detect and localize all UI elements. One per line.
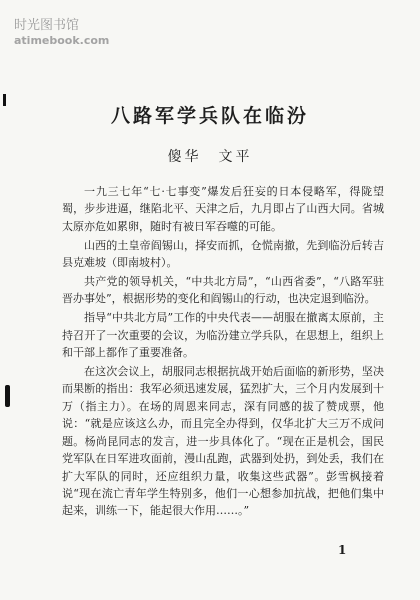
watermark bbox=[14, 18, 124, 48]
article-body bbox=[62, 183, 384, 521]
paragraph: 指导“中共北方局”工作的中央代表——胡服在撤离太原前，主持召开了一次重要的会议，为临汾建立学兵队，在思想上，组织上和干部上都作了重要准备。 bbox=[62, 311, 384, 360]
binding-mark-bottom bbox=[5, 385, 10, 407]
paragraph: 在这次会议上，胡服同志根据抗战开始后面临的新形势，坚决而果断的指出：我军必须迅速发展，猛烈扩大，三个月内发展到十万（指主力）。在场的周恩来同志，深有同感的拔了赞成票，他说：“就是应该这么办，而且完全办得到，仅华北扩大三万不成问题。杨尚昆同志的发言，进一步具体化了。“现在正是机会，国民党军队在日军进攻面前，漫山乱跑，武器到处扔，到处丢，我们在扩大军队的同时，还应组织力量，收集这些武器”。彭雪枫接着说“现在流亡青年学生特别多，他们一心想参加抗战，把他们集中起来，训练一下，能起很大作用……。” bbox=[62, 365, 384, 518]
paragraph: 山西的土皇帝阎锡山，择安而抓，仓慌南撤，先到临汾后转吉县克难坡（即南坡村）。 bbox=[62, 238, 384, 270]
watermark-url: atimebook.com bbox=[14, 34, 110, 47]
article-title: 八路军学兵队在临汾 bbox=[110, 105, 309, 127]
article-author: 傻华 文平 bbox=[167, 149, 253, 165]
paragraph: 一九三七年“七·七事变”爆发后狂妄的日本侵略军，得陇望蜀，步步进逼，继陷北平、天津之后，九月即占了山西大同。省城太原亦危如累卵，随时有被日军吞噬的可能。 bbox=[62, 185, 384, 233]
paragraph: 共产党的领导机关，“中共北方局”，“山西省委”，“八路军驻晋办事处”，根据形势的变化和阎锡山的行动，也决定退到临汾。 bbox=[62, 275, 384, 306]
page-number: 1 bbox=[338, 543, 347, 557]
watermark-site-name: 时光图书馆 bbox=[14, 18, 80, 33]
